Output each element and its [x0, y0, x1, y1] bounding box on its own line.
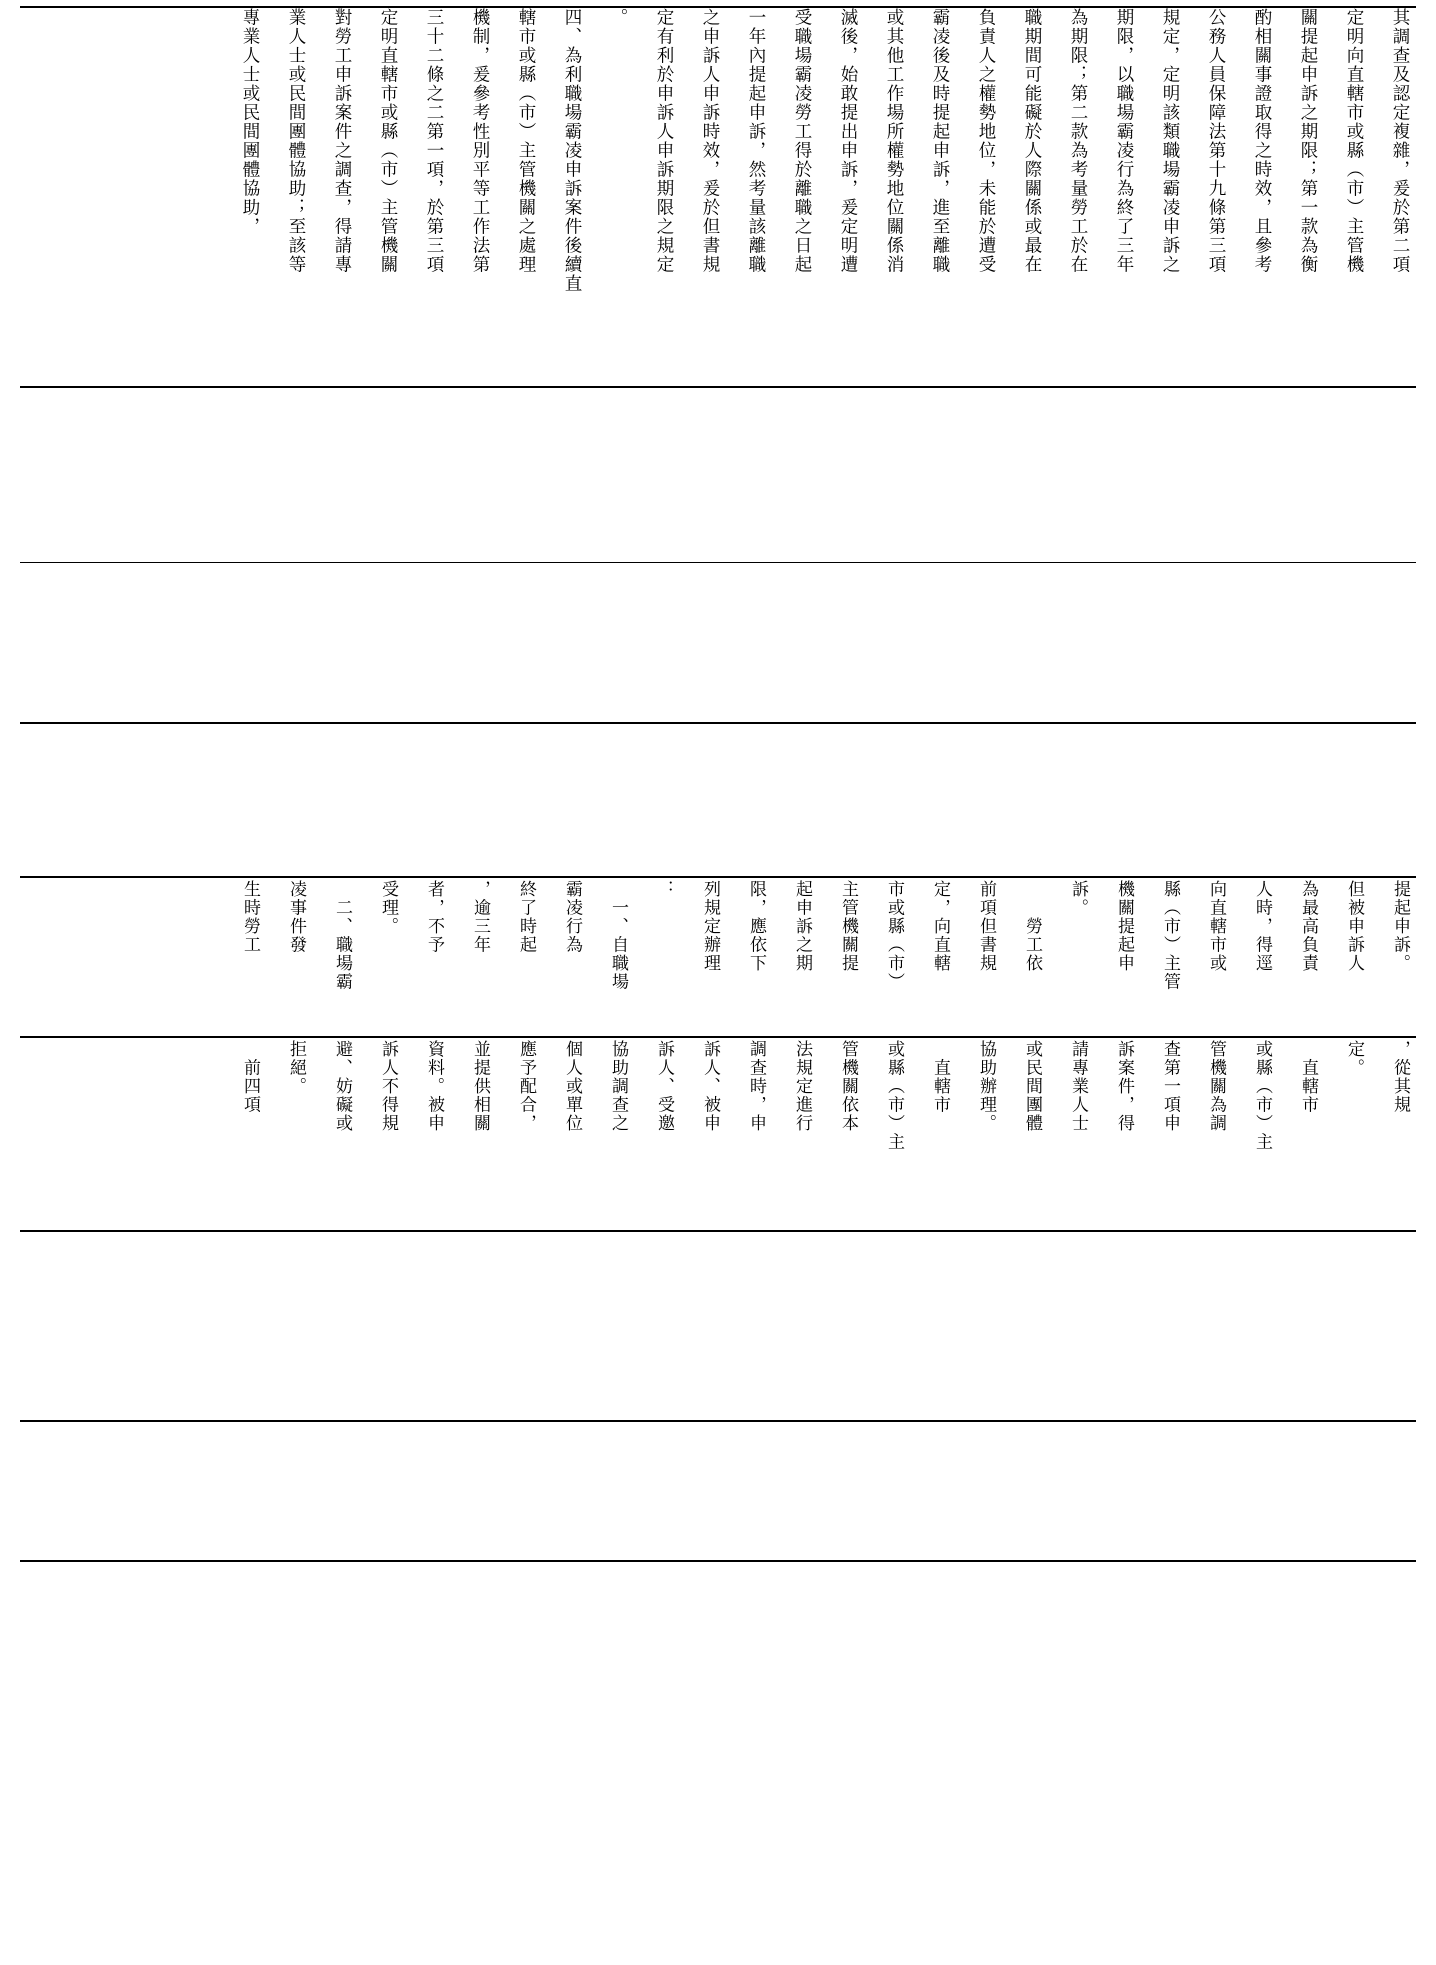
- text-column: 縣（市）主管: [1160, 880, 1180, 991]
- text-column: 為期限；第二款為考量勞工於在: [1068, 8, 1088, 274]
- text-column: 避、妨礙或: [332, 1040, 352, 1133]
- text-column: 定明向直轄市或縣（市）主管機: [1344, 8, 1364, 274]
- text-column: 或縣（市）主: [1252, 1040, 1272, 1151]
- text-column: 。: [608, 8, 628, 27]
- text-column: 對勞工申訴案件之調查，得請專: [332, 8, 352, 274]
- text-column: 受理。: [378, 880, 398, 936]
- text-column: 二、職場霸: [332, 880, 352, 991]
- text-column: 直轄市: [930, 1040, 950, 1114]
- text-column: 之申訴人申訴時效，爰於但書規: [700, 8, 720, 274]
- text-column: 管機關依本: [838, 1040, 858, 1133]
- text-column: 市或縣（市）: [884, 880, 904, 991]
- text-column: ，從其規: [1390, 1040, 1410, 1114]
- text-column: 或民間團體: [1022, 1040, 1042, 1133]
- divider-rule-2: [20, 386, 1416, 388]
- text-column: 提起申訴。: [1390, 880, 1410, 973]
- text-column: 終了時起: [516, 880, 536, 954]
- text-column: 列規定辦理: [700, 880, 720, 973]
- text-column: 訴人不得規: [378, 1040, 398, 1133]
- text-column: 其調查及認定複雜，爰於第二項: [1390, 8, 1410, 274]
- text-column: 直轄市: [1298, 1040, 1318, 1114]
- divider-rule-3: [20, 562, 1416, 563]
- text-column: 勞工依: [1022, 880, 1042, 973]
- text-column: 霸凌行為: [562, 880, 582, 954]
- text-column: 法規定進行: [792, 1040, 812, 1133]
- divider-rule-5: [20, 876, 1416, 878]
- text-column: 協助辦理。: [976, 1040, 996, 1133]
- text-column: 機關提起申: [1114, 880, 1134, 973]
- text-column: 資料。被申: [424, 1040, 444, 1133]
- text-column: 關提起申訴之期限；第一款為衡: [1298, 8, 1318, 274]
- text-column: 訴人、受邀: [654, 1040, 674, 1133]
- text-column: 限，應依下: [746, 880, 766, 973]
- text-column: ，逾三年: [470, 880, 490, 954]
- text-column: 或其他工作場所權勢地位關係消: [884, 8, 904, 274]
- text-column: 滅後，始敢提出申訴，爰定明遭: [838, 8, 858, 274]
- text-column: 業人士或民間團體協助；至該等: [286, 8, 306, 274]
- divider-rule-9: [20, 1560, 1416, 1562]
- text-column: 四、為利職場霸凌申訴案件後續直: [562, 8, 582, 293]
- text-column: 定有利於申訴人申訴期限之規定: [654, 8, 674, 274]
- text-column: 人時，得逕: [1252, 880, 1272, 973]
- text-column: 起申訴之期: [792, 880, 812, 973]
- text-column: 訴案件，得: [1114, 1040, 1134, 1133]
- text-column: 負責人之權勢地位，未能於遭受: [976, 8, 996, 274]
- text-column: 專業人士或民間團體協助，: [240, 8, 260, 236]
- text-column: 訴。: [1068, 880, 1088, 917]
- text-column: 或縣（市）主: [884, 1040, 904, 1151]
- text-column: 請專業人士: [1068, 1040, 1088, 1133]
- text-column: 向直轄市或: [1206, 880, 1226, 973]
- text-column: 凌事件發: [286, 880, 306, 954]
- text-column: 定，向直轄: [930, 880, 950, 973]
- text-column: 協助調查之: [608, 1040, 628, 1133]
- text-column: 一、自職場: [608, 880, 628, 991]
- text-column: 期限，以職場霸凌行為終了三年: [1114, 8, 1134, 274]
- text-column: 定明直轄市或縣（市）主管機關: [378, 8, 398, 274]
- text-column: 調查時，申: [746, 1040, 766, 1133]
- text-column: 主管機關提: [838, 880, 858, 973]
- text-column: 酌相關事證取得之時效，且參考: [1252, 8, 1272, 274]
- text-column: 拒絕。: [286, 1040, 306, 1096]
- text-column: 並提供相關: [470, 1040, 490, 1133]
- text-column: 前四項: [240, 1040, 260, 1114]
- text-column: 但被申訴人: [1344, 880, 1364, 973]
- text-column: 定。: [1344, 1040, 1364, 1077]
- text-column: 生時勞工: [240, 880, 260, 954]
- text-column: 一年內提起申訴，然考量該離職: [746, 8, 766, 274]
- text-column: 規定，定明該類職場霸凌申訴之: [1160, 8, 1180, 274]
- text-column: 為最高負責: [1298, 880, 1318, 973]
- text-column: 個人或單位: [562, 1040, 582, 1133]
- text-column: 查第一項申: [1160, 1040, 1180, 1133]
- text-column: 管機關為調: [1206, 1040, 1226, 1133]
- text-column: 公務人員保障法第十九條第三項: [1206, 8, 1226, 274]
- divider-rule-4: [20, 722, 1416, 724]
- divider-rule-7: [20, 1230, 1416, 1232]
- text-column: 職期間可能礙於人際關係或最在: [1022, 8, 1042, 274]
- text-column: 訴人、被申: [700, 1040, 720, 1133]
- top-text-band: [20, 8, 1416, 380]
- text-column: 霸凌後及時提起申訴，進至離職: [930, 8, 950, 274]
- text-column: 三十二條之二第一項，於第三項: [424, 8, 444, 274]
- text-column: 機制，爰參考性別平等工作法第: [470, 8, 490, 274]
- text-column: 應予配合，: [516, 1040, 536, 1133]
- text-column: 前項但書規: [976, 880, 996, 973]
- text-column: 者，不予: [424, 880, 444, 954]
- lower-text-band: [20, 1040, 1416, 1230]
- text-column: ：: [654, 880, 674, 899]
- text-column: 轄市或縣（市）主管機關之處理: [516, 8, 536, 274]
- divider-rule-8: [20, 1420, 1416, 1422]
- text-column: 受職場霸凌勞工得於離職之日起: [792, 8, 812, 274]
